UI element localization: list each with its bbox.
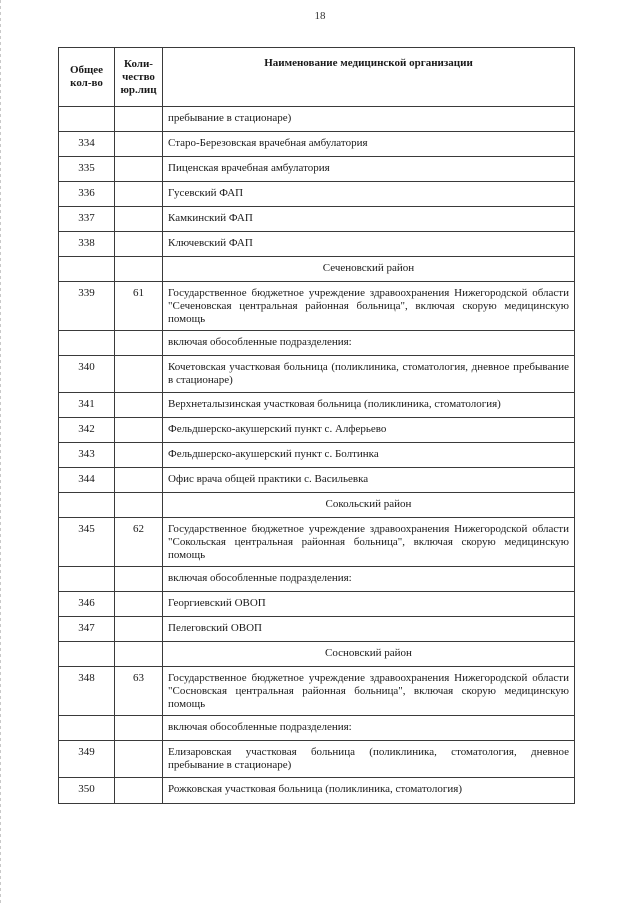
cell-total: 339 — [59, 282, 115, 331]
cell-organization-name: пребывание в стационаре) — [163, 107, 575, 132]
cell-count — [115, 207, 163, 232]
cell-count — [115, 132, 163, 157]
table-row — [59, 716, 575, 741]
cell-count — [115, 443, 163, 468]
cell-organization-name: Елизаровская участковая больница (поликлиника, стоматология, дневное пребывание в стационаре) — [163, 741, 575, 778]
cell-count — [115, 592, 163, 617]
cell-total — [59, 567, 115, 592]
table-row — [59, 356, 575, 393]
cell-count — [115, 107, 163, 132]
cell-organization-name: Ключевский ФАП — [163, 232, 575, 257]
cell-organization-name: Государственное бюджетное учреждение здравоохранения Нижегородской области "Сокольская центральная районная больница", включая скорую медицинскую помощь — [163, 518, 575, 567]
cell-count — [115, 232, 163, 257]
cell-organization-name: Рожковская участковая больница (поликлиника, стоматология) — [163, 778, 575, 804]
cell-organization-name: включая обособленные подразделения: — [163, 331, 575, 356]
cell-organization-name: Кочетовская участковая больница (поликлиника, стоматология, дневное пребывание в стационаре) — [163, 356, 575, 393]
cell-count — [115, 393, 163, 418]
cell-total: 335 — [59, 157, 115, 182]
cell-total: 348 — [59, 667, 115, 716]
cell-count — [115, 468, 163, 493]
district-heading: Сокольский район — [163, 493, 575, 518]
cell-organization-name: Офис врача общей практики с. Васильевка — [163, 468, 575, 493]
cell-count — [115, 617, 163, 642]
cell-count — [115, 157, 163, 182]
table-row — [59, 207, 575, 232]
header-name-text: Наименование медицинской организации — [264, 57, 473, 69]
cell-count: 62 — [115, 518, 163, 567]
table-row — [59, 667, 575, 716]
page-number: 18 — [314, 10, 326, 22]
cell-organization-name: Гусевский ФАП — [163, 182, 575, 207]
table-row — [59, 393, 575, 418]
cell-total: 347 — [59, 617, 115, 642]
cell-count: 61 — [115, 282, 163, 331]
table-body — [59, 107, 575, 804]
cell-count — [115, 182, 163, 207]
table-row — [59, 257, 575, 282]
table-row — [59, 182, 575, 207]
cell-total: 340 — [59, 356, 115, 393]
cell-total: 342 — [59, 418, 115, 443]
cell-total: 334 — [59, 132, 115, 157]
cell-organization-name: Камкинский ФАП — [163, 207, 575, 232]
district-heading: Сосновский район — [163, 642, 575, 667]
table-row — [59, 741, 575, 778]
cell-count — [115, 418, 163, 443]
table-row — [59, 642, 575, 667]
table-row — [59, 232, 575, 257]
table-row — [59, 282, 575, 331]
cell-count — [115, 356, 163, 393]
organizations-table — [58, 47, 575, 804]
table-header-row — [59, 48, 575, 107]
cell-total — [59, 107, 115, 132]
cell-organization-name: Пиценская врачебная амбулатория — [163, 157, 575, 182]
cell-total: 336 — [59, 182, 115, 207]
table-row — [59, 418, 575, 443]
cell-organization-name: Фельдшерско-акушерский пункт с. Болтинка — [163, 443, 575, 468]
table-row — [59, 567, 575, 592]
cell-organization-name: Пелеговский ОВОП — [163, 617, 575, 642]
cell-total: 341 — [59, 393, 115, 418]
table-row — [59, 157, 575, 182]
cell-count — [115, 741, 163, 778]
header-count: Коли-чество юр.лиц — [115, 48, 163, 107]
cell-organization-name: Старо-Березовская врачебная амбулатория — [163, 132, 575, 157]
cell-organization-name: Государственное бюджетное учреждение здравоохранения Нижегородской области "Сеченовская центральная районная больница", включая скорую медицинскую помощь — [163, 282, 575, 331]
cell-total: 344 — [59, 468, 115, 493]
cell-total: 345 — [59, 518, 115, 567]
cell-total — [59, 716, 115, 741]
table-row — [59, 518, 575, 567]
cell-count — [115, 257, 163, 282]
table-row — [59, 331, 575, 356]
table-row — [59, 468, 575, 493]
header-name — [163, 48, 575, 107]
cell-total: 338 — [59, 232, 115, 257]
cell-organization-name: Фельдшерско-акушерский пункт с. Алферьево — [163, 418, 575, 443]
cell-count — [115, 331, 163, 356]
cell-total: 349 — [59, 741, 115, 778]
cell-count — [115, 493, 163, 518]
cell-total — [59, 493, 115, 518]
cell-count — [115, 778, 163, 804]
cell-count — [115, 716, 163, 741]
header-total: Общее кол-во — [59, 48, 115, 107]
table-row — [59, 778, 575, 804]
cell-count — [115, 642, 163, 667]
district-heading: Сеченовский район — [163, 257, 575, 282]
cell-total — [59, 642, 115, 667]
cell-total — [59, 257, 115, 282]
table-row — [59, 617, 575, 642]
cell-total: 337 — [59, 207, 115, 232]
scan-edge — [0, 0, 1, 905]
cell-organization-name: включая обособленные подразделения: — [163, 567, 575, 592]
cell-count — [115, 567, 163, 592]
cell-total: 346 — [59, 592, 115, 617]
cell-organization-name: Верхнеталызинская участковая больница (поликлиника, стоматология) — [163, 393, 575, 418]
table-row — [59, 132, 575, 157]
table-row — [59, 493, 575, 518]
cell-organization-name: Георгиевский ОВОП — [163, 592, 575, 617]
table-row — [59, 443, 575, 468]
table-row — [59, 592, 575, 617]
cell-organization-name: включая обособленные подразделения: — [163, 716, 575, 741]
cell-total — [59, 331, 115, 356]
table-row — [59, 107, 575, 132]
cell-organization-name: Государственное бюджетное учреждение здравоохранения Нижегородской области "Сосновская центральная районная больница", включая скорую медицинскую помощь — [163, 667, 575, 716]
cell-total: 350 — [59, 778, 115, 804]
cell-count: 63 — [115, 667, 163, 716]
cell-total: 343 — [59, 443, 115, 468]
